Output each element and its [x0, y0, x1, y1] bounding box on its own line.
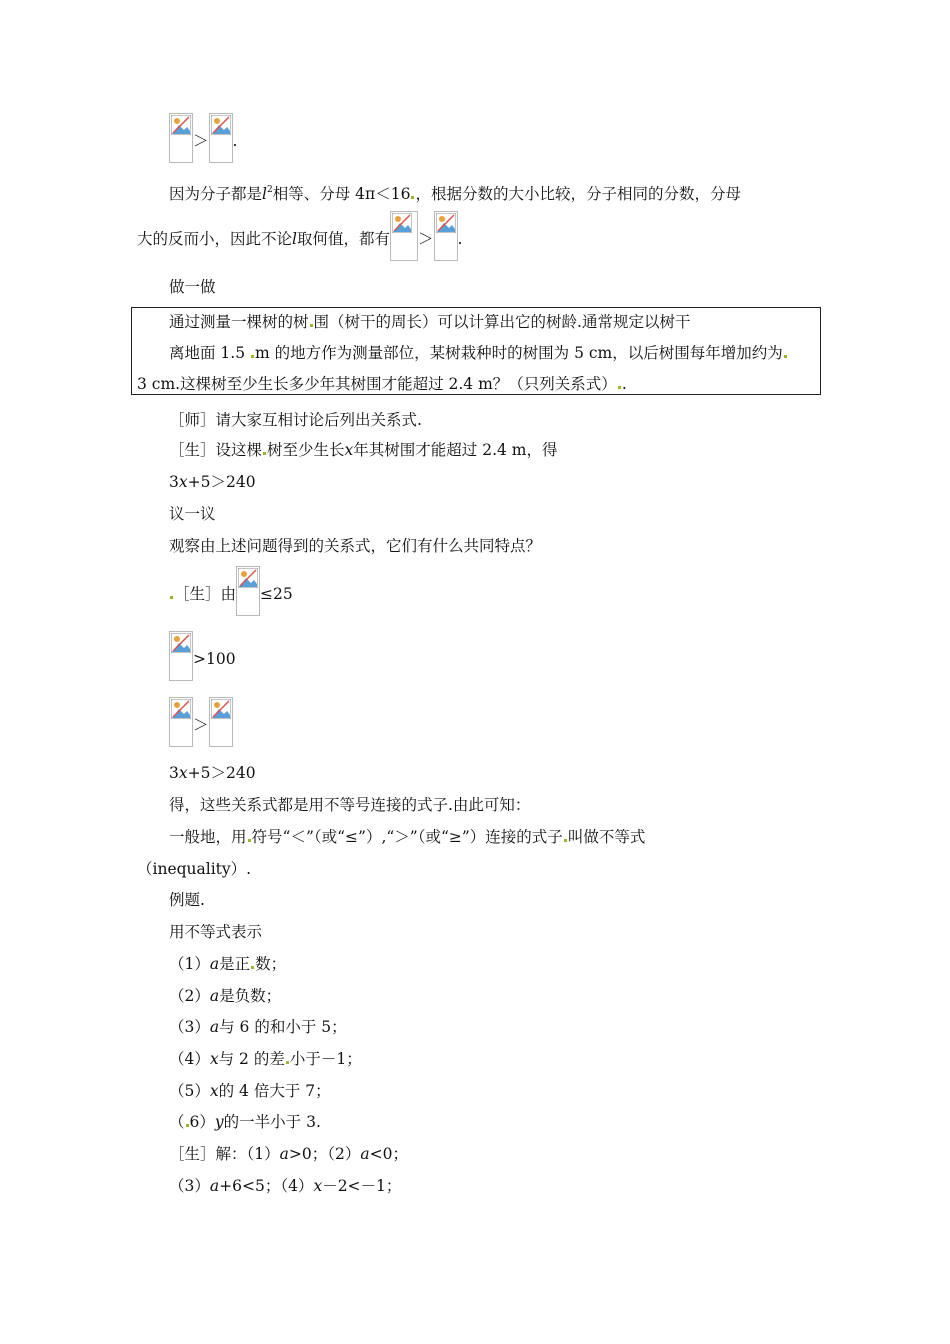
example-item-2: （2）a是负数； [169, 987, 282, 1005]
problem-line-3: 3 cm.这棵树至少生长多少年其树围才能超过 2.4 m？（只列关系式） . [137, 375, 627, 393]
broken-image-icon [209, 113, 233, 163]
paragraph-line-2: 因为分子都是$l^2$相等、分母 4π＜16 ，根据分数的大小比较，分子相同的分数，分母 [169, 185, 741, 203]
formula-line-100: >100 [169, 631, 236, 681]
marker-dot [248, 839, 251, 842]
example-item-1: （1）a是正 数； [169, 955, 287, 973]
broken-image-icon [209, 697, 233, 747]
problem-line-1: 通过测量一棵树的树 围（树干的周长）可以计算出它的树龄.通常规定以树干 [169, 313, 691, 331]
example-item-5: （5）x的 4 倍大于 7； [169, 1082, 331, 1100]
broken-image-icon [236, 566, 260, 616]
observe-line: 观察由上述问题得到的关系式，它们有什么共同特点？ [169, 537, 542, 555]
paragraph-line-3: 大的反而小，因此不论l取何值，都有 ＞ . [137, 211, 462, 261]
example-item-3: （3）a与 6 的和小于 5； [169, 1018, 347, 1036]
example-prompt: 用不等式表示 [169, 923, 263, 941]
marker-dot [263, 452, 266, 455]
broken-image-icon [434, 211, 458, 261]
section-heading-discuss: 议一议 [169, 505, 216, 523]
example-item-6: （ 6）y的一半小于 3. [169, 1113, 321, 1131]
definition-line: 一般地，用 符号“＜”（或“≤”）,“＞”（或“≥”）连接的式子 叫做不等式 [169, 828, 646, 846]
teacher-line: ［师］请大家互相讨论后列出关系式. [169, 411, 422, 429]
section-heading-try: 做一做 [169, 278, 216, 296]
marker-dot [286, 1061, 289, 1064]
example-item-4: （4）x与 2 的差 小于－1； [169, 1050, 362, 1068]
formula-line-compare: ＞ [169, 697, 233, 747]
inequality-line-1: 3x+5＞240 [169, 473, 256, 491]
marker-dot [170, 596, 173, 599]
marker-dot [784, 355, 787, 358]
marker-dot [186, 1124, 189, 1127]
marker-dot [251, 355, 254, 358]
marker-dot [564, 839, 567, 842]
marker-dot [310, 324, 313, 327]
broken-image-icon [169, 631, 193, 681]
broken-image-icon [390, 211, 418, 261]
formula-line-1: ＞ . [169, 113, 237, 163]
answer-line-1: ［生］解：（1）a>0；（2）a<0； [169, 1145, 408, 1163]
broken-image-icon [169, 113, 193, 163]
marker-dot [251, 966, 254, 969]
definition-term: （inequality）. [137, 860, 252, 878]
marker-dot [618, 386, 621, 389]
problem-line-2: 离地面 1.5 m 的地方作为测量部位，某树栽种时的树围为 5 cm，以后树围每年增加约为 [169, 343, 788, 363]
marker-dot [411, 196, 414, 199]
student-line-1: ［生］设这棵 树至少生长x年其树围才能超过 2.4 m，得 [169, 441, 558, 459]
broken-image-icon [169, 697, 193, 747]
answer-line-2: （3）a+6<5；（4）x－2<－1； [169, 1177, 402, 1195]
example-heading: 例题. [169, 891, 205, 909]
inequality-line-2: 3x+5＞240 [169, 764, 256, 782]
student-line-2: ［生］由 ≤25 [169, 566, 293, 616]
conclusion-line: 得，这些关系式都是用不等号连接的式子.由此可知： [169, 796, 531, 814]
